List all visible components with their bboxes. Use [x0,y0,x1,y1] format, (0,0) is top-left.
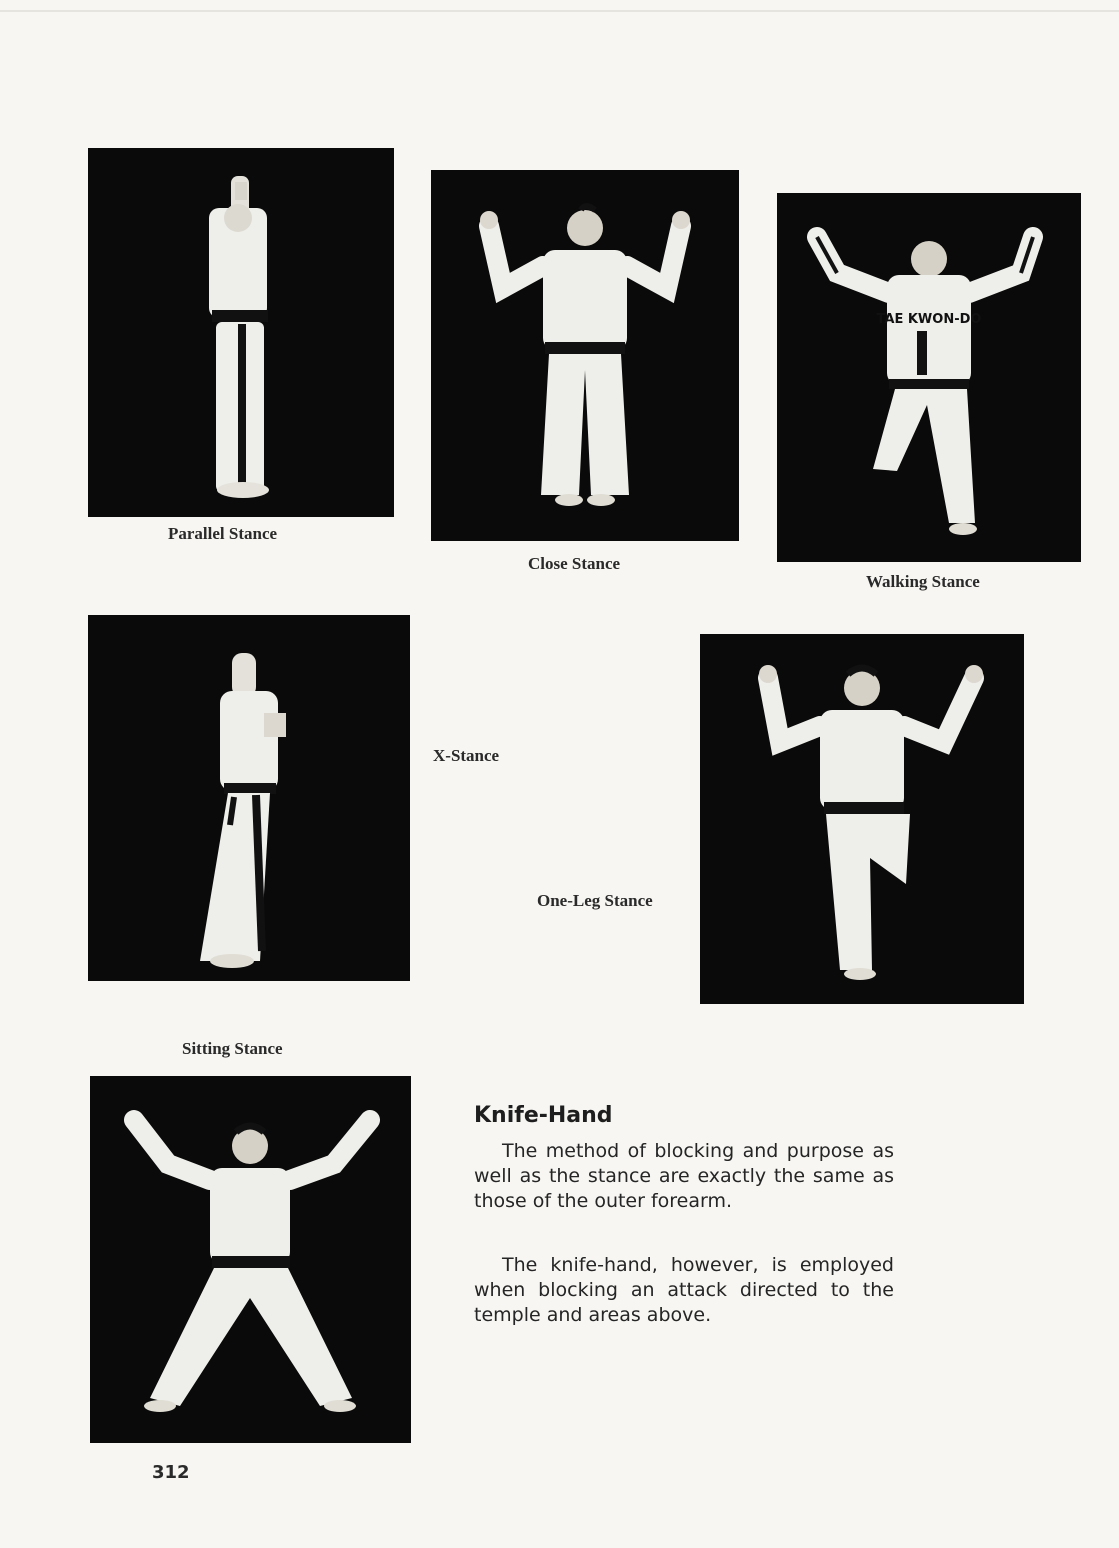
one-leg-stance-photo [700,634,1024,1004]
caption-one-leg-stance: One-Leg Stance [537,891,653,910]
figure-front-wide-knife-hand-icon [90,1076,411,1443]
sitting-stance-photo [90,1076,411,1443]
close-stance-photo [431,170,739,541]
caption-sitting-stance: Sitting Stance [182,1039,283,1058]
caption-close-stance: Close Stance [528,554,621,573]
figure-side-view-icon [88,148,394,517]
scan-edge-line [0,10,1119,12]
page-number: 312 [152,1462,190,1483]
parallel-stance-photo [88,148,394,517]
caption-walking-stance: Walking Stance [866,572,980,591]
section-heading: Knife-Hand [474,1103,613,1128]
figure-front-arms-raised-icon [431,170,739,541]
svg-text:TAE KWON-DO: TAE KWON-DO [876,312,982,327]
paragraph-1: The method of blocking and purpose as well as the stance are exactly the same as those of the outer forearm. [474,1140,894,1212]
paragraph-2: The knife-hand, however, is employed when blocking an attack directed to the temple and areas above. [474,1254,894,1326]
caption-x-stance: X-Stance [433,746,500,765]
x-stance-photo [88,615,410,981]
walking-stance-photo [777,193,1081,562]
figure-front-one-leg-icon [700,634,1024,1004]
figure-back-view-icon [777,193,1081,562]
figure-side-crossed-legs-icon [88,615,410,981]
caption-parallel-stance: Parallel Stance [168,524,278,543]
